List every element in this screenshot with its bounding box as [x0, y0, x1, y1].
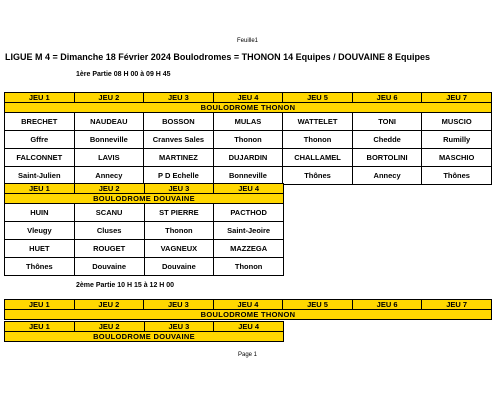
table-cell: Rumilly — [422, 131, 492, 149]
site-name: BOULODROME THONON — [5, 310, 492, 320]
header-cell: JEU 5 — [283, 93, 353, 103]
header-row — [5, 184, 284, 194]
table-cell: FALCONNET — [5, 149, 75, 167]
header-cell: JEU 1 — [5, 93, 75, 103]
site-row — [5, 310, 492, 320]
table-cell: BORTOLINI — [352, 149, 422, 167]
header-row — [5, 322, 284, 332]
header-cell: JEU 4 — [214, 184, 284, 194]
header-cell: JEU 1 — [5, 300, 75, 310]
table-cell: ST PIERRE — [144, 204, 214, 222]
table-cell: SCANU — [74, 204, 144, 222]
table-cell: Bonneville — [213, 167, 283, 185]
site-name: BOULODROME DOUVAINE — [5, 194, 284, 204]
table-row — [5, 258, 284, 276]
table-cell: Cranves Sales — [144, 131, 214, 149]
site-name: BOULODROME THONON — [5, 103, 492, 113]
table-row — [5, 240, 284, 258]
header-cell: JEU 3 — [144, 322, 214, 332]
table-cell: TONI — [352, 113, 422, 131]
table-cell: LAVIS — [74, 149, 144, 167]
header-cell: JEU 2 — [74, 184, 144, 194]
table-cell: DUJARDIN — [213, 149, 283, 167]
table-cell: Annecy — [74, 167, 144, 185]
table-cell: BOSSON — [144, 113, 214, 131]
part1-thonon-table — [4, 92, 492, 185]
header-cell: JEU 4 — [213, 93, 283, 103]
table-row — [5, 113, 492, 131]
header-row — [5, 93, 492, 103]
part2-douvaine-table — [4, 321, 284, 342]
table-cell: Gffre — [5, 131, 75, 149]
table-cell: Thonon — [283, 131, 353, 149]
table-cell: CHALLAMEL — [283, 149, 353, 167]
header-cell: JEU 2 — [74, 322, 144, 332]
table-cell: Chedde — [352, 131, 422, 149]
table-cell: PACTHOD — [214, 204, 284, 222]
table-cell: WATTELET — [283, 113, 353, 131]
header-row — [5, 300, 492, 310]
table-row — [5, 204, 284, 222]
header-cell: JEU 4 — [213, 300, 283, 310]
table-cell: NAUDEAU — [74, 113, 144, 131]
table-cell: MASCHIO — [422, 149, 492, 167]
header-cell: JEU 6 — [352, 300, 422, 310]
table-cell: Vleugy — [5, 222, 75, 240]
table-cell: Douvaine — [74, 258, 144, 276]
site-row — [5, 194, 284, 204]
table-cell: Thonon — [214, 258, 284, 276]
table-cell: Thônes — [5, 258, 75, 276]
table-cell: Douvaine — [144, 258, 214, 276]
part2-label: 2ème Partie 10 H 15 à 12 H 00 — [76, 282, 175, 289]
header-cell: JEU 2 — [74, 93, 144, 103]
part1-douvaine-table — [4, 183, 284, 276]
header-cell: JEU 1 — [5, 322, 75, 332]
site-name: BOULODROME DOUVAINE — [5, 332, 284, 342]
part2-thonon-table — [4, 299, 492, 320]
table-cell: Thonon — [144, 222, 214, 240]
header-cell: JEU 3 — [144, 184, 214, 194]
table-row — [5, 149, 492, 167]
site-row — [5, 103, 492, 113]
table-row — [5, 131, 492, 149]
page-title: LIGUE M 4 = Dimanche 18 Février 2024 Boulodromes = THONON 14 Equipes / DOUVAINE 8 Equipes — [5, 52, 430, 62]
table-cell: Annecy — [352, 167, 422, 185]
table-cell: Bonneville — [74, 131, 144, 149]
table-cell: Saint-Julien — [5, 167, 75, 185]
header-cell: JEU 2 — [74, 300, 144, 310]
table-cell: Thonon — [213, 131, 283, 149]
table-cell: BRECHET — [5, 113, 75, 131]
table-cell: MULAS — [213, 113, 283, 131]
table-cell: HUET — [5, 240, 75, 258]
header-cell: JEU 3 — [144, 93, 214, 103]
table-cell: VAGNEUX — [144, 240, 214, 258]
header-cell: JEU 3 — [144, 300, 214, 310]
table-cell: HUIN — [5, 204, 75, 222]
header-cell: JEU 7 — [422, 300, 492, 310]
table-row — [5, 222, 284, 240]
table-cell: Saint-Jeoire — [214, 222, 284, 240]
table-cell: Thônes — [283, 167, 353, 185]
site-row — [5, 332, 284, 342]
table-cell: ROUGET — [74, 240, 144, 258]
table-row — [5, 167, 492, 185]
table-cell: MAZZEGA — [214, 240, 284, 258]
header-cell: JEU 4 — [214, 322, 284, 332]
table-cell: Thônes — [422, 167, 492, 185]
part1-label: 1ère Partie 08 H 00 à 09 H 45 — [76, 71, 171, 78]
header-cell: JEU 7 — [422, 93, 492, 103]
table-cell: P D Echelle — [144, 167, 214, 185]
table-cell: Cluses — [74, 222, 144, 240]
header-cell: JEU 1 — [5, 184, 75, 194]
table-cell: MARTINEZ — [144, 149, 214, 167]
table-cell: MUSCIO — [422, 113, 492, 131]
sheet-name: Feuille1 — [236, 38, 258, 44]
page-number: Page 1 — [237, 352, 258, 358]
header-cell: JEU 6 — [352, 93, 422, 103]
header-cell: JEU 5 — [283, 300, 353, 310]
